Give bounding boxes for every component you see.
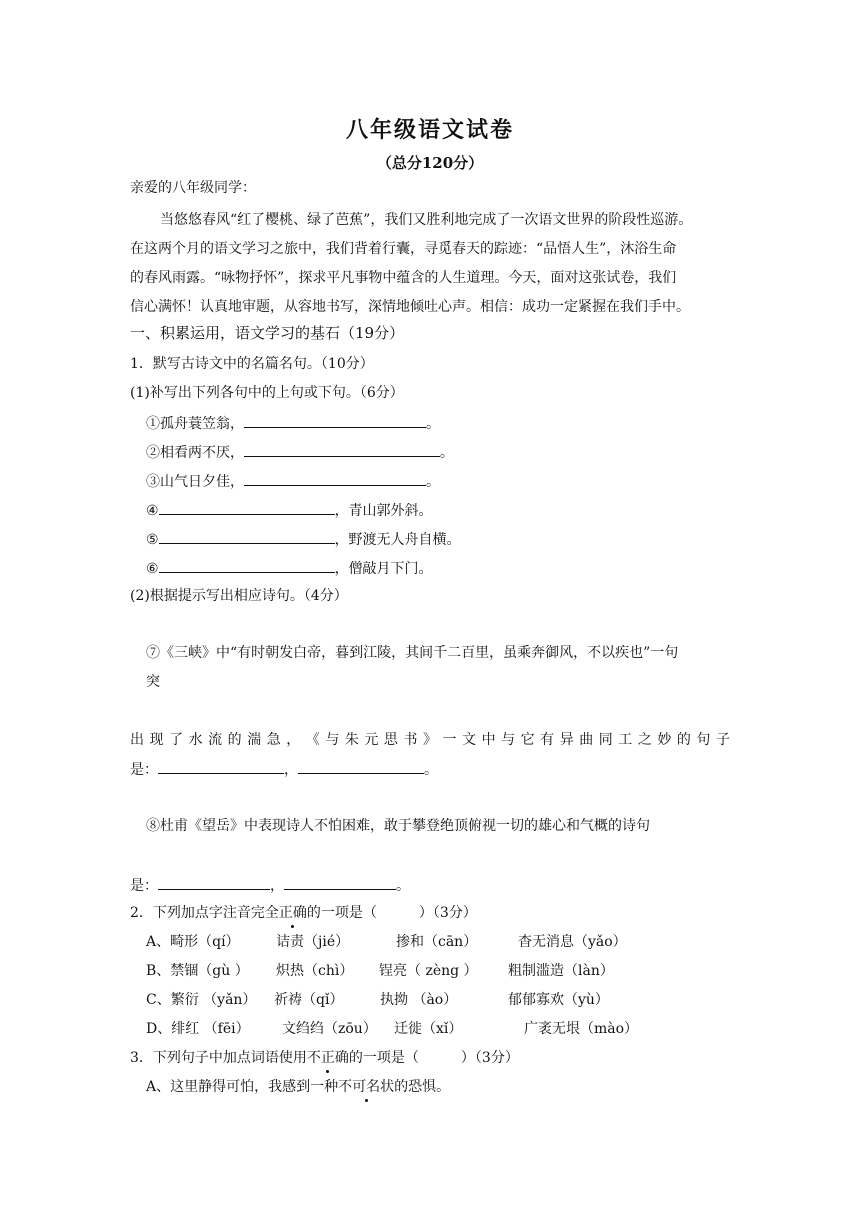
question-7-line-2: 突 (146, 674, 160, 690)
char: 书 (403, 732, 418, 748)
poem-line-6 (146, 558, 433, 579)
answer-blank-4[interactable] (159, 500, 335, 515)
question-7-line-3 (130, 730, 730, 750)
question-8-line-2 (130, 875, 410, 896)
option-d-item-4: 广袤无垠（mào） (524, 1021, 639, 1037)
char: 湍 (247, 732, 262, 748)
char: 工 (618, 732, 633, 748)
question-2-text: 2．下列加点字注音完全 (130, 905, 279, 921)
option-c-item-3: 执拗 （ào） (380, 992, 458, 1008)
dotted-emphasis: 不可名状 (338, 1079, 395, 1095)
question-7-prefix: 是： (130, 762, 158, 778)
option-c-item-1: C、繁衍 （yǎn） (146, 992, 257, 1008)
answer-blank-7b[interactable] (298, 759, 424, 774)
answer-blank-7a[interactable] (158, 759, 284, 774)
answer-blank-2[interactable] (244, 442, 440, 457)
answer-blank-1[interactable] (244, 413, 426, 428)
intro-line-4: 信心满怀！认真地审题，从容地书写，深情地倾吐心声。相信：成功一定紧握在我们手中。 (130, 299, 690, 315)
answer-blank-3[interactable] (244, 471, 426, 486)
char: 出 (130, 732, 144, 748)
poem-number: ④ (146, 503, 159, 519)
intro-line-3: 的春风雨露。“咏物抒怀”，探求平凡事物中蕴含的人生道理。今天，面对这张试卷，我们 (130, 270, 677, 286)
intro-line-2: 在这两个月的语文学习之旅中，我们背着行囊，寻觅春天的踪迹：“品悟人生”，沐浴生命 (130, 241, 677, 257)
char: 妙 (657, 732, 672, 748)
poem-line-1 (146, 413, 440, 434)
option-b-item-3: 锃亮（ zèng ） (379, 963, 478, 979)
char: 曲 (579, 732, 594, 748)
poem-line-6-text: ，僧敲月下门。 (334, 561, 433, 577)
question-3-score: 的一项是（ ）（3分） (348, 1050, 519, 1066)
option-b-item-1: B、禁锢（gù ） (146, 963, 249, 979)
greeting: 亲爱的八年级同学： (130, 180, 256, 196)
answer-blank-5[interactable] (159, 529, 335, 544)
char: 文 (462, 732, 477, 748)
char: 它 (520, 732, 535, 748)
char: 急 (266, 732, 281, 748)
exam-title: 八年级语文试卷 (345, 117, 514, 143)
question-1: 1．默写古诗文中的名篇名句。（10分） (130, 356, 374, 372)
char: 朱 (344, 732, 359, 748)
intro-line-1: 当悠悠春风“红了樱桃、绿了芭蕉”，我们又胜利地完成了一次语文世界的阶段性巡游。 (160, 212, 693, 228)
question-1-part-1: (1)补写出下列各句中的上句或下句。（6分） (130, 385, 404, 401)
char: 子 (715, 732, 730, 748)
question-3-text: 3．下列句子中加点词语使用 (130, 1050, 307, 1066)
poem-line-4-text: ，青山郭外斜。 (334, 503, 433, 519)
option-a-item-1: A、畸形（qí） (146, 934, 240, 950)
char: 思 (383, 732, 398, 748)
poem-line-5-text: ，野渡无人舟自横。 (334, 532, 461, 548)
option-d-item-2: 文绉绉（zōu） (282, 1021, 377, 1037)
option-c-item-4: 郁郁寡欢（yù） (508, 992, 609, 1008)
answer-blank-8b[interactable] (284, 875, 396, 890)
poem-line-3 (146, 471, 440, 492)
dotted-emphasis: 正确 (278, 905, 307, 921)
period: 。 (424, 762, 438, 778)
char: 》 (422, 732, 437, 748)
option-text-end: 的恐惧。 (394, 1079, 451, 1095)
option-d-item-1: D、绯红 （fēi） (146, 1021, 250, 1037)
question-1-part-2: (2)根据提示写出相应诗句。（4分） (130, 588, 348, 604)
char: 的 (227, 732, 242, 748)
question-2-score: 的一项是（ ）（3分） (306, 905, 477, 921)
char: ， (286, 732, 301, 748)
answer-blank-6[interactable] (159, 558, 335, 573)
char: 了 (169, 732, 184, 748)
section-1-heading: 一、积累运用，语文学习的基石（19分） (130, 324, 405, 342)
option-a-item-4: 杳无消息（yǎo） (518, 934, 627, 950)
poem-line-2-text: ②相看两不厌， (146, 445, 244, 461)
char: 之 (637, 732, 652, 748)
char: 中 (481, 732, 496, 748)
poem-number: ⑥ (146, 561, 159, 577)
question-8-line-1: ⑧杜甫《望岳》中表现诗人不怕困难，敢于攀登绝顶俯视一切的雄心和气概的诗句 (146, 818, 650, 834)
question-7-line-1: ⑦《三峡》中“有时朝发白帝，暮到江陵，其间千二百里，虽乘奔御风，不以疾也”一句 (146, 645, 679, 661)
option-a-item-2: 诘责（jié） (276, 934, 350, 950)
comma: ， (284, 762, 298, 778)
char: 一 (442, 732, 457, 748)
poem-line-5 (146, 529, 461, 550)
option-a-item-3: 掺和（cān） (396, 934, 478, 950)
period: 。 (426, 416, 440, 432)
option-b-item-4: 粗制滥造（làn） (508, 963, 614, 979)
option-c-item-2: 祈祷（qǐ） (274, 992, 344, 1008)
question-8-prefix: 是： (130, 878, 158, 894)
poem-line-2 (146, 442, 454, 463)
comma: ， (270, 878, 284, 894)
char: 与 (501, 732, 516, 748)
char: 有 (540, 732, 555, 748)
question-3 (130, 1048, 519, 1068)
char: 的 (676, 732, 691, 748)
exam-subtitle: （总分120分） (376, 154, 484, 172)
dotted-emphasis: 不正确 (306, 1050, 349, 1066)
option-b-item-2: 炽热（chì） (276, 963, 354, 979)
char: 流 (208, 732, 223, 748)
char: 句 (696, 732, 711, 748)
option-d-item-3: 迁徙（xǐ） (394, 1021, 463, 1037)
answer-blank-8a[interactable] (158, 875, 270, 890)
period: 。 (440, 445, 454, 461)
char: 水 (188, 732, 203, 748)
poem-number: ⑤ (146, 532, 159, 548)
period: 。 (426, 474, 440, 490)
poem-line-1-text: ①孤舟蓑笠翁， (146, 416, 244, 432)
question-2 (130, 903, 477, 923)
question-3-option-a[interactable] (146, 1077, 450, 1097)
char: 同 (598, 732, 613, 748)
poem-line-3-text: ③山气日夕佳， (146, 474, 244, 490)
char: 《 (305, 732, 320, 748)
char: 元 (364, 732, 379, 748)
char: 异 (559, 732, 574, 748)
period: 。 (396, 878, 410, 894)
option-text: A、这里静得可怕，我感到一种 (146, 1079, 339, 1095)
question-7-line-4 (130, 759, 438, 780)
char: 现 (149, 732, 164, 748)
char: 与 (325, 732, 340, 748)
poem-line-4 (146, 500, 433, 521)
